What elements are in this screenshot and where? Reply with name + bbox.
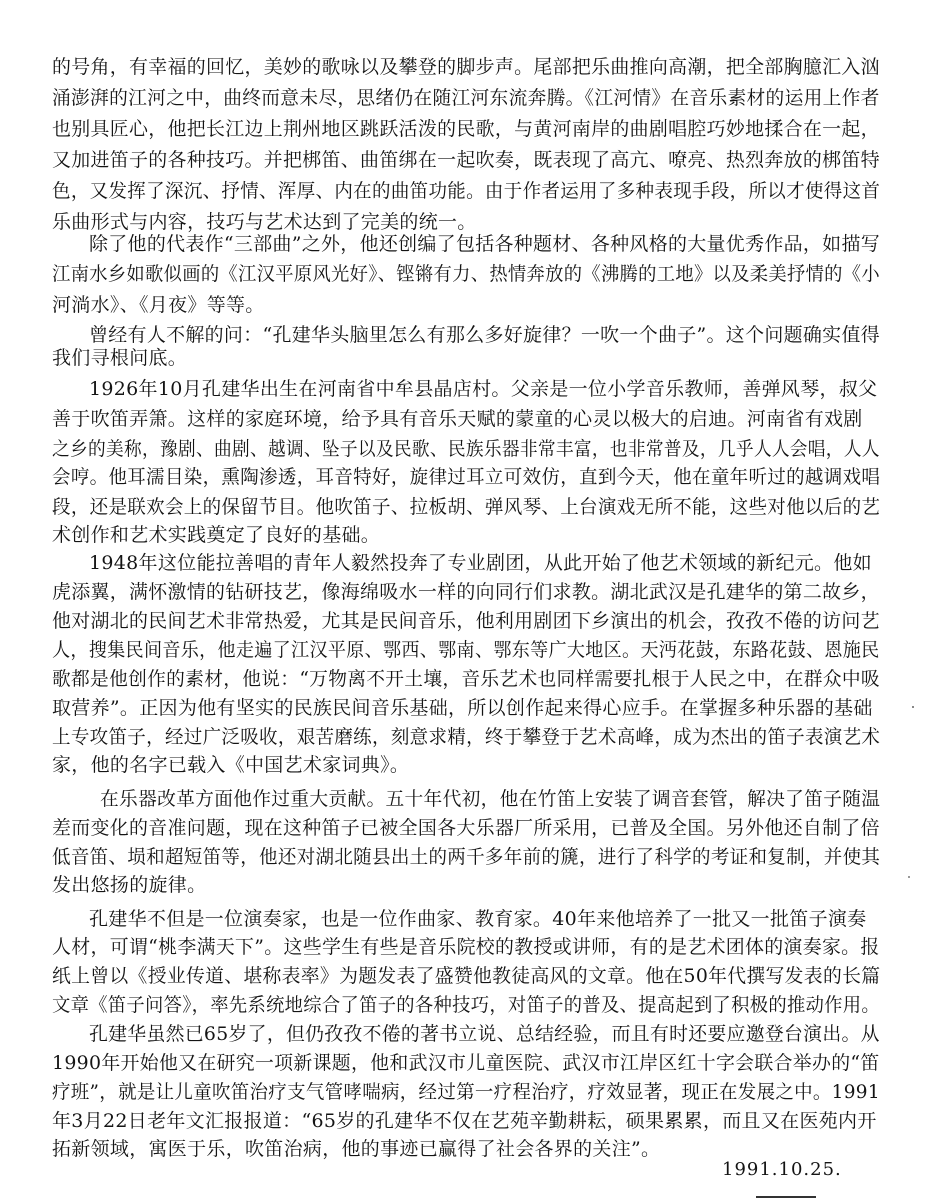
text-line: 拓新领域，寓医于乐，吹笛治病，他的事迹已赢得了社会各界的关注”。: [52, 1138, 661, 1160]
text-line: 会哼。他耳濡目染，熏陶渗透，耳音特好，旋律过耳立可效仿，直到今天，他在童年听过的越调戏唱: [52, 466, 881, 488]
text-line: 河淌水》、《月夜》等等。: [52, 294, 265, 316]
text-line: 年3月22日老年文汇报报道：“65岁的孔建华不仅在艺苑辛勤耕耘，硕果累累，而且又在医苑内开: [52, 1110, 877, 1132]
text-line: 人，搜集民间音乐，他走遍了江汉平原、鄂西、鄂南、鄂东等广大地区。天沔花鼓，东路花鼓、恩施民: [52, 639, 880, 661]
text-line: 的号角，有幸福的回忆，美妙的歌咏以及攀登的脚步声。尾部把乐曲推向高潮，把全部胸臆汇入汹: [52, 56, 880, 78]
text-line: 涌澎湃的江河之中，曲终而意未尽，思绪仍在随江河东流奔腾。《江河情》在音乐素材的运用上作者: [52, 87, 880, 109]
text-line: 乐曲形式与内容，技巧与艺术达到了完美的统一。: [52, 211, 477, 233]
text-line: 人材，可谓“桃李满天下”。这些学生有些是音乐院校的教授或讲师，有的是艺术团体的演奏家。报: [52, 936, 880, 958]
text-line: 低音笛、埙和超短笛等，他还对湖北随县出土的两千多年前的篪，进行了科学的考证和复制，并使其: [52, 846, 881, 868]
text-line: 江南水乡如歌似画的《江汉平原风光好》、铿锵有力、热情奔放的《沸腾的工地》以及柔美抒情的《小: [52, 263, 881, 285]
scan-speck: [912, 706, 914, 708]
text-line: 色，又发挥了深沉、抒情、浑厚、内在的曲笛功能。由于作者运用了多种表现手段，所以才使得这首: [52, 180, 881, 202]
text-line: 在乐器改革方面他作过重大贡献。五十年代初，他在竹笛上安装了调音套管，解决了笛子随温: [100, 788, 881, 810]
text-line: 术创作和艺术实践奠定了良好的基础。: [52, 524, 381, 546]
text-line: 段，还是联欢会上的保留节目。他吹笛子、拉板胡、弹风琴、上台演戏无所不能，这些对他以后的艺: [52, 496, 881, 518]
scan-speck: [908, 876, 910, 878]
text-line: 除了他的代表作“三部曲”之外，他还创编了包括各种题材、各种风格的大量优秀作品，如描写: [89, 233, 881, 255]
text-line: 孔建华虽然已65岁了，但仍孜孜不倦的著书立说、总结经验，而且有时还要应邀登台演出。从: [89, 1023, 880, 1045]
date-signature: 1991.10.25.: [722, 1159, 842, 1180]
text-line: 1990年开始他又在研究一项新课题，他和武汉市儿童医院、武汉市江岸区红十字会联合举办的“笛: [52, 1052, 880, 1074]
text-line: 家，他的名字已载入《中国艺术家词典》。: [52, 754, 410, 776]
text-line: 我们寻根问底。: [52, 347, 188, 369]
text-line: 又加进笛子的各种技巧。并把梆笛、曲笛绑在一起吹奏，既表现了高亢、嘹亮、热烈奔放的梆笛特: [52, 149, 880, 171]
text-line: 1948年这位能拉善唱的青年人毅然投奔了专业剧团，从此开始了他艺术领域的新纪元。他如: [89, 552, 872, 574]
text-line: 善于吹笛弄箫。这样的家庭环境，给予具有音乐天赋的蒙童的心灵以极大的启迪。河南省有戏剧: [52, 408, 863, 430]
text-line: 差而变化的音准问题，现在这种笛子已被全国各大乐器厂所采用，已普及全国。另外他还自制了倍: [52, 817, 880, 839]
text-line: 疗班”，就是让儿童吹笛治疗支气管哮喘病，经过第一疗程治疗，疗效显著，现正在发展之中。1991: [52, 1081, 880, 1103]
text-line: 1926年10月孔建华出生在河南省中牟县晶店村。父亲是一位小学音乐教师，善弹风琴，叔父: [89, 378, 878, 400]
text-line: 他对湖北的民间艺术非常热爱，尤其是民间音乐，他利用剧团下乡演出的机会，孜孜不倦的访问艺: [52, 610, 880, 632]
text-line: 文章《笛子问答》，率先系统地综合了笛子的各种技巧，对笛子的普及、提高起到了积极的推动作用。: [52, 994, 881, 1016]
text-line: 曾经有人不解的问：“孔建华头脑里怎么有那么多好旋律？一吹一个曲子”。这个问题确实值得: [89, 324, 881, 346]
text-line: 之乡的美称，豫剧、曲剧、越调、坠子以及民歌、民族乐器非常丰富，也非常普及，几乎人人会唱，人人: [52, 438, 880, 460]
text-line: 也别具匠心，他把长江边上荆州地区跳跃活泼的民歌，与黄河南岸的曲剧唱腔巧妙地揉合在一起，: [52, 118, 880, 140]
truncated-author-mark: [756, 1196, 816, 1198]
text-line: 发出悠扬的旋律。: [52, 874, 207, 896]
text-line: 纸上曾以《授业传道、堪称表率》为题发表了盛赞他教徒高风的文章。他在50年代撰写发表的长篇: [52, 965, 881, 987]
text-line: 上专攻笛子，经过广泛吸收，艰苦磨练，刻意求精，终于攀登于艺术高峰，成为杰出的笛子表演艺术: [52, 726, 881, 748]
text-line: 虎添翼，满怀激情的钻研技艺，像海绵吸水一样的向同行们求教。湖北武汉是孔建华的第二故乡，: [52, 581, 880, 603]
text-line: 歌都是他创作的素材，他说：“万物离不开土壤，音乐艺术也同样需要扎根于人民之中，在群众中吸: [52, 668, 880, 690]
text-line: 孔建华不但是一位演奏家，也是一位作曲家、教育家。40年来他培养了一批又一批笛子演奏: [89, 908, 867, 930]
text-line: 取营养”。正因为他有坚实的民族民间音乐基础，所以创作起来得心应手。在掌握多种乐器的基础: [52, 697, 873, 719]
